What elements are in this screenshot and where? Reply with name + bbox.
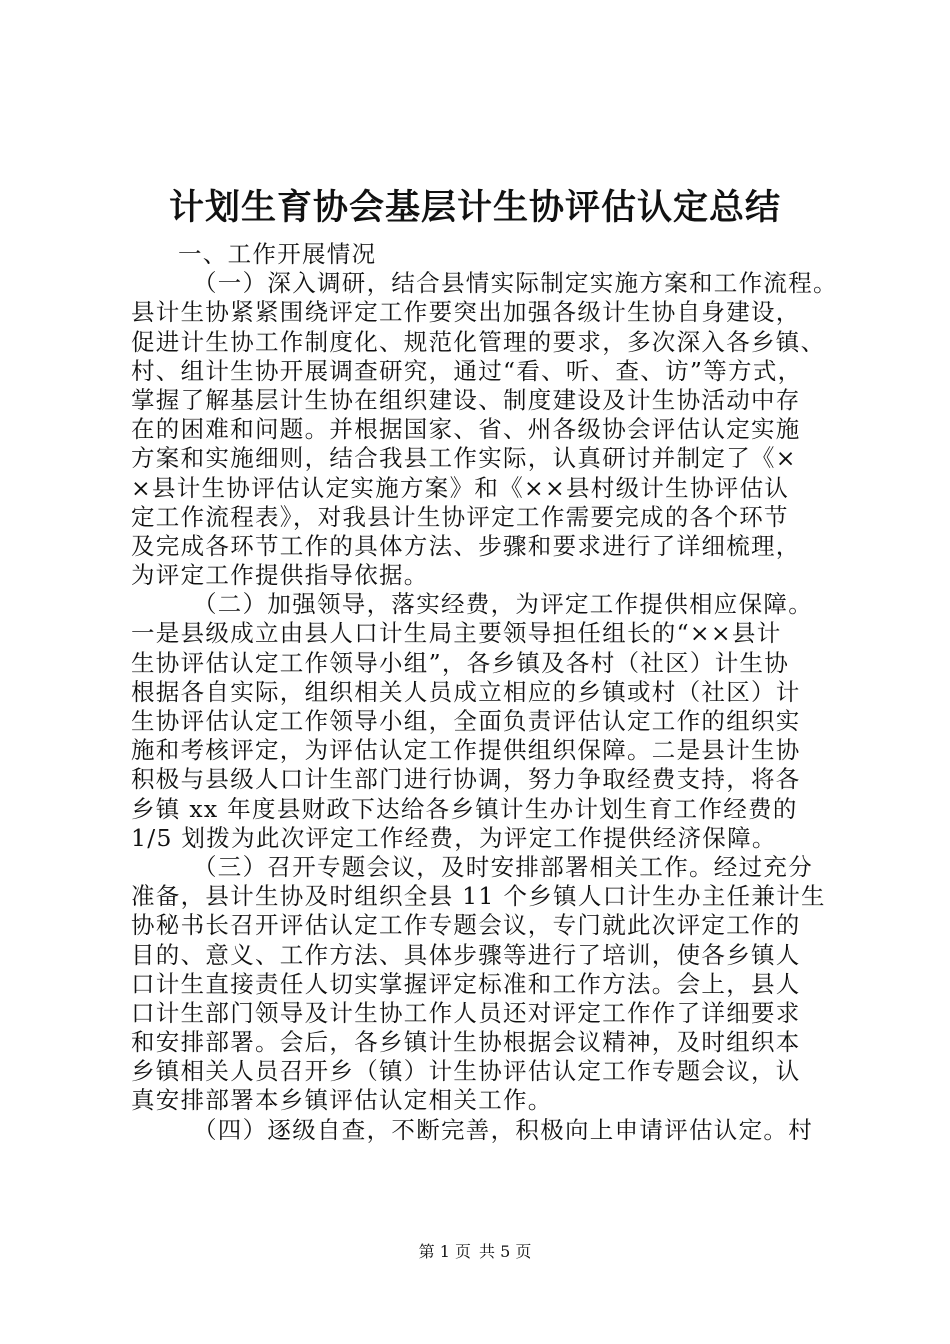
paragraph-line: 一、工作开展情况 [178,240,377,268]
page-total: 共 5 页 [479,1242,532,1261]
paragraph-line: 积极与县级人口计生部门进行协调，努力争取经费支持，将各 [131,765,801,794]
paragraph-line: 掌握了解基层计生协在组织建设、制度建设及计生协活动中存 [131,385,801,414]
paragraph-line: 为评定工作提供指导依据。 [131,561,429,590]
page-footer [0,1241,950,1263]
paragraph-line: 生协评估认定工作领导小组，全面负责评估认定工作的组织实 [131,707,801,735]
paragraph-line: 口计生部门领导及计生协工作人员还对评定工作作了详细要求 [131,998,801,1027]
paragraph-line: 促进计生协工作制度化、规范化管理的要求，多次深入各乡镇、 [131,327,826,356]
document-body [131,240,838,1145]
document-title: 计划生育协会基层计生协评估认定总结 [168,188,781,228]
paragraph-line: ×县计生协评估认定实施方案》和《××县村级计生协评估认 [131,473,790,502]
paragraph-line: 真安排部署本乡镇评估认定相关工作。 [131,1086,553,1115]
paragraph-line: （四）逐级自查，不断完善，积极向上申请评估认定。村 [193,1115,813,1144]
paragraph-line: 口计生直接责任人切实掌握评定标准和工作方法。会上，县人 [131,969,801,998]
paragraph-line: 乡镇 xx 年度县财政下达给各乡镇计生办计划生育工作经费的 [131,794,798,823]
paragraph-line: 和安排部署。会后，各乡镇计生协根据会议精神，及时组织本 [131,1028,801,1057]
paragraph-line: 准备，县计生协及时组织全县 11 个乡镇人口计生办主任兼计生 [131,882,826,911]
paragraph-line: 施和考核评定，为评估认定工作提供组织保障。二是县计生协 [131,736,801,765]
paragraph-line: 协秘书长召开评估认定工作专题会议，专门就此次评定工作的 [131,911,801,940]
paragraph-line: 村、组计生协开展调查研究，通过“看、听、查、访”等方式， [131,356,803,385]
paragraph-line: 定工作流程表》，对我县计生协评定工作需要完成的各个环节 [131,502,789,531]
paragraph-line: 根据各自实际，组织相关人员成立相应的乡镇或村（社区）计 [131,677,801,706]
page-number: 第 1 页 [418,1242,471,1261]
paragraph-line: 1/5 划拨为此次评定工作经费，为评定工作提供经济保障。 [131,823,777,852]
paragraph-line: 乡镇相关人员召开乡（镇）计生协评估认定工作专题会议，认 [131,1057,801,1086]
paragraph-line: （二）加强领导，落实经费，为评定工作提供相应保障。 [193,590,813,619]
paragraph-line: 生协评估认定工作领导小组”，各乡镇及各村（社区）计生协 [131,648,790,677]
paragraph-line: （三）召开专题会议，及时安排部署相关工作。经过充分 [193,852,813,881]
paragraph-line: 县计生协紧紧围绕评定工作要突出加强各级计生协自身建设， [131,298,801,327]
paragraph-line: 目的、意义、工作方法、具体步骤等进行了培训，使各乡镇人 [131,940,801,969]
paragraph-line: 及完成各环节工作的具体方法、步骤和要求进行了详细梳理， [131,531,801,560]
paragraph-line: 方案和实施细则，结合我县工作实际，认真研讨并制定了《× [131,444,797,473]
paragraph-line: 一是县级成立由县人口计生局主要领导担任组长的“××县计 [131,619,782,648]
paragraph-line: 在的困难和问题。并根据国家、省、州各级协会评估认定实施 [131,415,801,444]
paragraph-line: （一）深入调研，结合县情实际制定实施方案和工作流程。 [193,269,838,298]
